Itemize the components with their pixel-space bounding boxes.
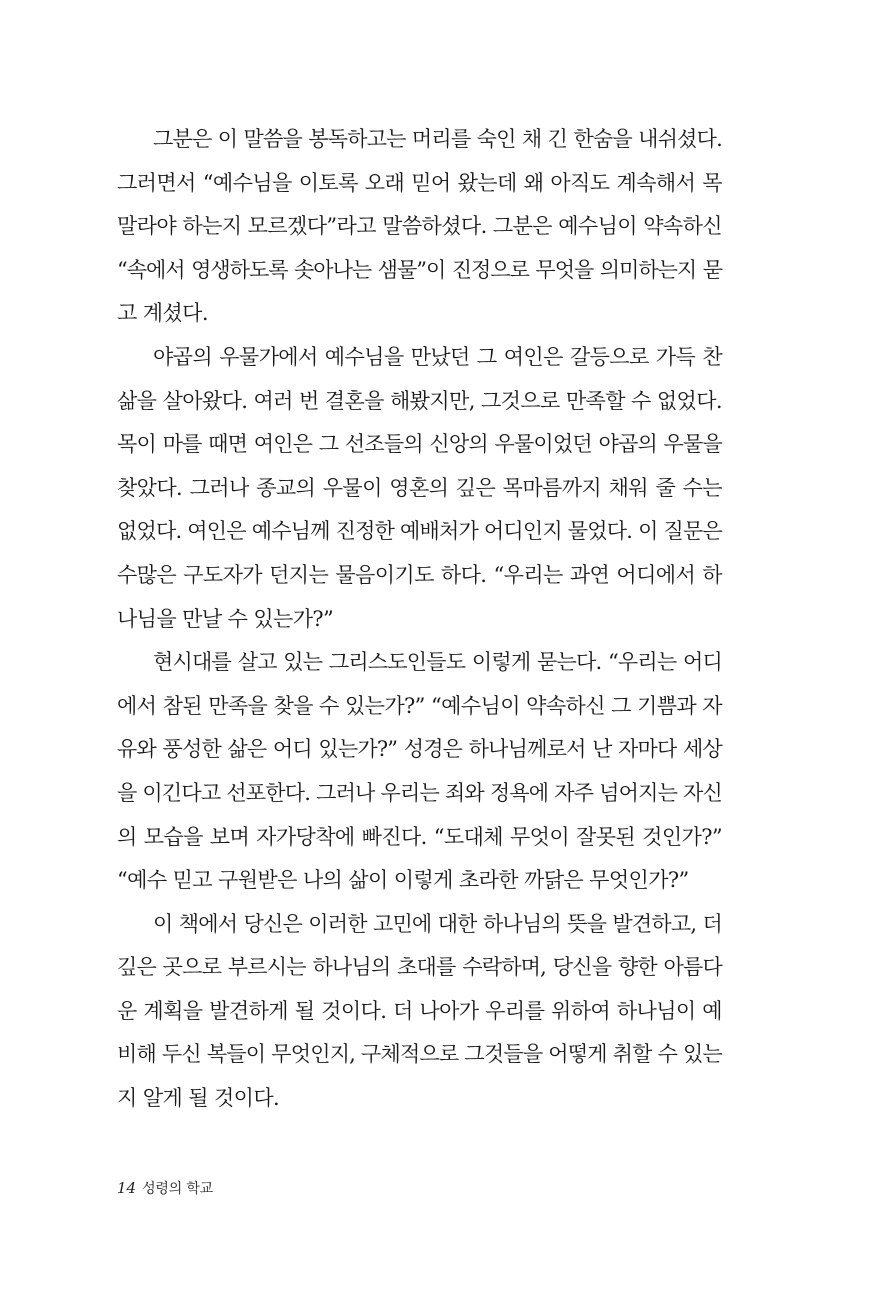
text-line: 목이 마를 때면 여인은 그 선조들의 신앙의 우물이었던 야곱의 우물을 bbox=[117, 432, 722, 457]
text-line: 을 이긴다고 선포한다. 그러나 우리는 죄와 정욕에 자주 넘어지는 자신 bbox=[117, 780, 722, 805]
paragraph-1 bbox=[117, 118, 722, 336]
text-line: 지 알게 될 것이다. bbox=[117, 1086, 280, 1111]
text-line: 의 모습을 보며 자가당착에 빠진다. “도대체 무엇이 잘못된 것인가?” bbox=[117, 824, 722, 849]
text-line: “속에서 영생하도록 솟아나는 샘물”이 진정으로 무엇을 의미하는지 묻 bbox=[117, 257, 722, 282]
text-line: 이 책에서 당신은 이러한 고민에 대한 하나님의 뜻을 발견하고, 더 bbox=[153, 911, 722, 936]
text-line: 찾았다. 그러나 종교의 우물이 영혼의 깊은 목마름까지 채워 줄 수는 bbox=[117, 475, 722, 500]
page-number: 14 bbox=[117, 1179, 137, 1197]
text-line: 그러면서 “예수님을 이토록 오래 믿어 왔는데 왜 아직도 계속해서 목 bbox=[117, 170, 722, 195]
text-line: 수많은 구도자가 던지는 물음이기도 하다. “우리는 과연 어디에서 하 bbox=[117, 562, 722, 587]
paragraph-2 bbox=[117, 336, 722, 641]
text-line: 에서 참된 만족을 찾을 수 있는가?” “예수님이 약속하신 그 기쁨과 자 bbox=[117, 693, 722, 718]
text-line: 그분은 이 말씀을 봉독하고는 머리를 숙인 채 긴 한숨을 내쉬셨다. bbox=[153, 127, 722, 151]
text-line: 깊은 곳으로 부르시는 하나님의 초대를 수락하며, 당신을 향한 아름다 bbox=[117, 955, 722, 980]
text-line: 현시대를 살고 있는 그리스도인들도 이렇게 묻는다. “우리는 어디 bbox=[153, 650, 722, 675]
text-line: 나님을 만날 수 있는가?” bbox=[117, 606, 334, 631]
running-title: 성령의 학교 bbox=[142, 1181, 213, 1197]
body-text bbox=[117, 118, 722, 1121]
text-line: 유와 풍성한 삶은 어디 있는가?” 성경은 하나님께로서 난 자마다 세상 bbox=[117, 737, 722, 762]
text-line: “예수 믿고 구원받은 나의 삶이 이렇게 초라한 까닭은 무엇인가?” bbox=[117, 868, 689, 893]
text-line: 말라야 하는지 모르겠다”라고 말씀하셨다. 그분은 예수님이 약속하신 bbox=[117, 214, 722, 239]
paragraph-4 bbox=[117, 903, 722, 1121]
page-footer bbox=[117, 1178, 213, 1199]
text-line: 운 계획을 발견하게 될 것이다. 더 나아가 우리를 위하여 하나님이 예 bbox=[117, 998, 722, 1023]
paragraph-3 bbox=[117, 641, 722, 903]
text-line: 야곱의 우물가에서 예수님을 만났던 그 여인은 갈등으로 가득 찬 bbox=[153, 344, 722, 369]
text-line: 삶을 살아왔다. 여러 번 결혼을 해봤지만, 그것으로 만족할 수 없었다. bbox=[117, 388, 722, 413]
text-line: 비해 두신 복들이 무엇인지, 구체적으로 그것들을 어떻게 취할 수 있는 bbox=[117, 1042, 722, 1067]
text-line: 고 계셨다. bbox=[117, 301, 208, 326]
text-line: 없었다. 여인은 예수님께 진정한 예배처가 어디인지 물었다. 이 질문은 bbox=[117, 519, 722, 544]
